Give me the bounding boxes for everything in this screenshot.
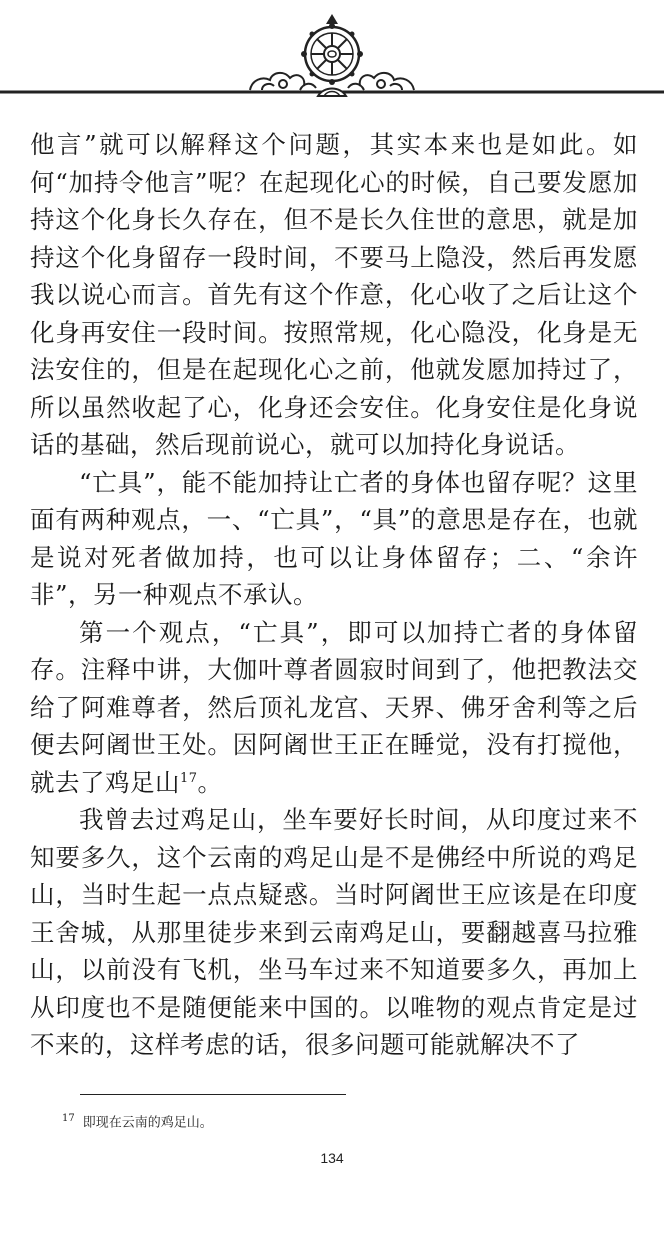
paragraph-3-text: 第一个观点，“亡具”，即可以加持亡者的身体留存。注释中讲，大伽叶尊者圆寂时间到了，他把教法交给了阿难尊者，然后顶礼龙宫、天界、佛牙舍利等之后便去阿阇世王处。因阿阇世王正在睡觉，没有打搅他，就去了鸡足山 bbox=[30, 617, 638, 797]
page-number: 134 bbox=[320, 1150, 344, 1166]
footnote-mark: 17 bbox=[62, 1113, 75, 1124]
paragraph-4: 我曾去过鸡足山，坐车要好长时间，从印度过来不知要多久，这个云南的鸡足山是不是佛经中所说的鸡足山，当时生起一点点疑惑。当时阿阇世王应该是在印度王舍城，从那里徒步来到云南鸡足山，要翻越喜马拉雅山，以前没有飞机，坐马车过来不知道要多久，再加上从印度也不是随便能来中国的。以唯物的观点肯定是过不来的，这样考虑的话，很多问题可能就解决不了 bbox=[30, 805, 638, 1059]
footnote bbox=[62, 1110, 213, 1132]
paragraph-2: “亡具”，能不能加持让亡者的身体也留存呢？这里面有两种观点，一、“亡具”，“具”的意思是存在，也就是说对死者做加持，也可以让身体留存；二、“余许非”，另一种观点不承认。 bbox=[30, 467, 638, 609]
dharma-wheel-header-ornament bbox=[0, 0, 664, 110]
paragraph-1: 他言”就可以解释这个问题，其实本来也是如此。如何“加持令他言”呢？在起现化心的时候，自己要发愿加持这个化身长久存在，但不是长久住世的意思，就是加持这个化身留存一段时间，不要马上隐没，然后再发愿我以说心而言。首先有这个作意，化心收了之后让这个化身再安住一段时间。按照常规，化心隐没，化身是无法安住的，但是在起现化心之前，他就发愿加持过了，所以虽然收起了心，化身还会安住。化身安住是化身说话的基础，然后现前说心，就可以加持化身说话。 bbox=[30, 130, 638, 459]
footnote-text: 即现在云南的鸡足山。 bbox=[82, 1115, 213, 1131]
paragraph-3 bbox=[30, 614, 638, 802]
paragraph-3-tail: 。 bbox=[197, 767, 223, 797]
footnote-reference[interactable]: 17 bbox=[180, 770, 198, 786]
main-text bbox=[30, 126, 638, 1064]
footnote-divider bbox=[80, 1094, 346, 1095]
